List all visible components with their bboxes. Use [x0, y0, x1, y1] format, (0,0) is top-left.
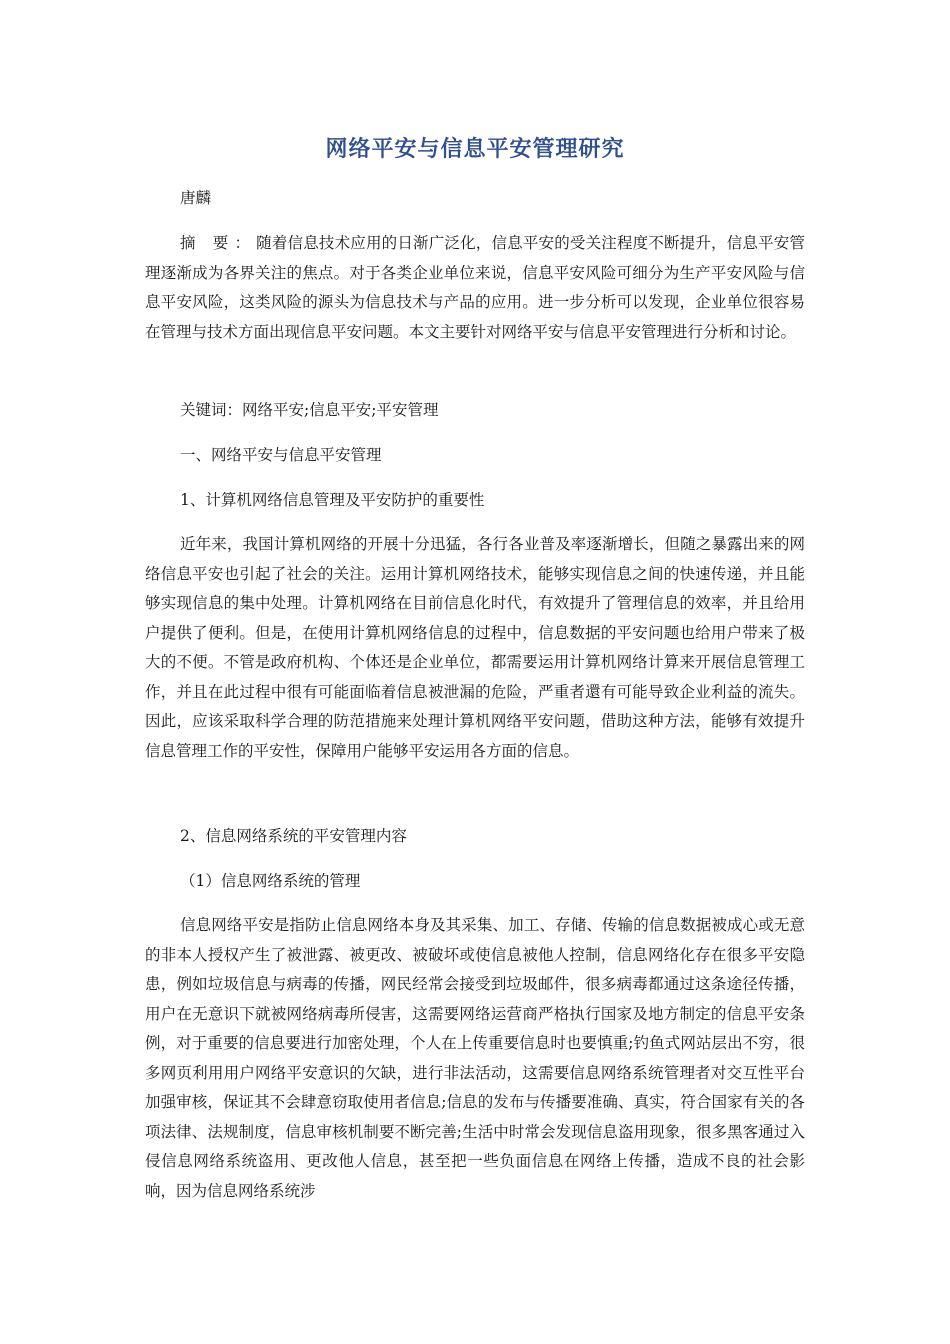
keywords-line — [180, 400, 438, 420]
keywords-label: 关键词： — [180, 401, 243, 419]
subsubsection-heading: （1）信息网络系统的管理 — [180, 872, 361, 890]
body-paragraph-1: 近年来，我国计算机网络的开展十分迅猛，各行各业普及率逐渐增长，但随之暴露出来的网络信息平安也引起了社会的关注。运用计算机网络技术，能够实现信息之间的快速传递，并且能够实现信息的集中处理。计算机网络在目前信息化时代，有效提升了管理信息的效率，并且给用户提供了便利。但是，在使用计算机网络信息的过程中，信息数据的平安问题也给用户带来了极大的不便。不管是政府机构、个体还是企业单位，都需要运用计算机网络计算来开展信息管理工作，并且在此过程中很有可能面临着信息被泄漏的危险，严重者還有可能导致企业利益的流失。因此，应该采取科学合理的防范措施来处理计算机网络平安问题，借助这种方法，能够有效提升信息管理工作的平安性，保障用户能够平安运用各方面的信息。 — [145, 535, 805, 760]
keywords-text: 网络平安;信息平安;平安管理 — [242, 401, 439, 419]
subsection-heading-2: 2、信息网络系统的平安管理内容 — [180, 827, 407, 845]
section-heading: 一、网络平安与信息平安管理 — [180, 446, 382, 464]
abstract-text: 随着信息技术应用的日渐广泛化，信息平安的受关注程度不断提升，信息平安管理逐渐成为各界关注的焦点。对于各类企业单位来说，信息平安风险可细分为生产平安风险与信息平安风险，这类风险的源头为信息技术与产品的应用。进一步分析可以发现，企业单位很容易在管理与技术方面出现信息平安问题。本文主要针对网络平安与信息平安管理进行分析和讨论。 — [145, 234, 805, 341]
abstract-paragraph — [145, 229, 805, 347]
document-title: 网络平安与信息平安管理研究 — [325, 137, 625, 162]
body-paragraph-2: 信息网络平安是指防止信息网络本身及其采集、加工、存储、传输的信息数据被成心或无意的非本人授权产生了被泄露、被更改、被破坏或使信息被他人控制，信息网络化存在很多平安隐患，例如垃圾信息与病毒的传播，网民经常会接受到垃圾邮件，很多病毒都通过这条途径传播，用户在无意识下就被网络病毒所侵害，这需要网络运营商严格执行国家及地方制定的信息平安条例，对于重要的信息要进行加密处理，个人在上传重要信息时也要慎重;钓鱼式网站层出不穷，很多网页利用用户网络平安意识的欠缺，进行非法活动，这需要信息网络系统管理者对交互性平台加强审核，保证其不会肆意窃取使用者信息;信息的发布与传播要准确、真实，符合国家有关的各项法律、法规制度，信息审核机制要不断完善;生活中时常会发现信息盗用现象，很多黑客通过入侵信息网络系统盗用、更改他人信息，甚至把一些负面信息在网络上传播，造成不良的社会影响，因为信息网络系统涉 — [145, 916, 805, 1200]
subsection-heading: 1、计算机网络信息管理及平安防护的重要性 — [180, 491, 485, 509]
abstract-label: 摘 要： — [180, 234, 257, 252]
author-name: 唐麟 — [180, 189, 212, 207]
